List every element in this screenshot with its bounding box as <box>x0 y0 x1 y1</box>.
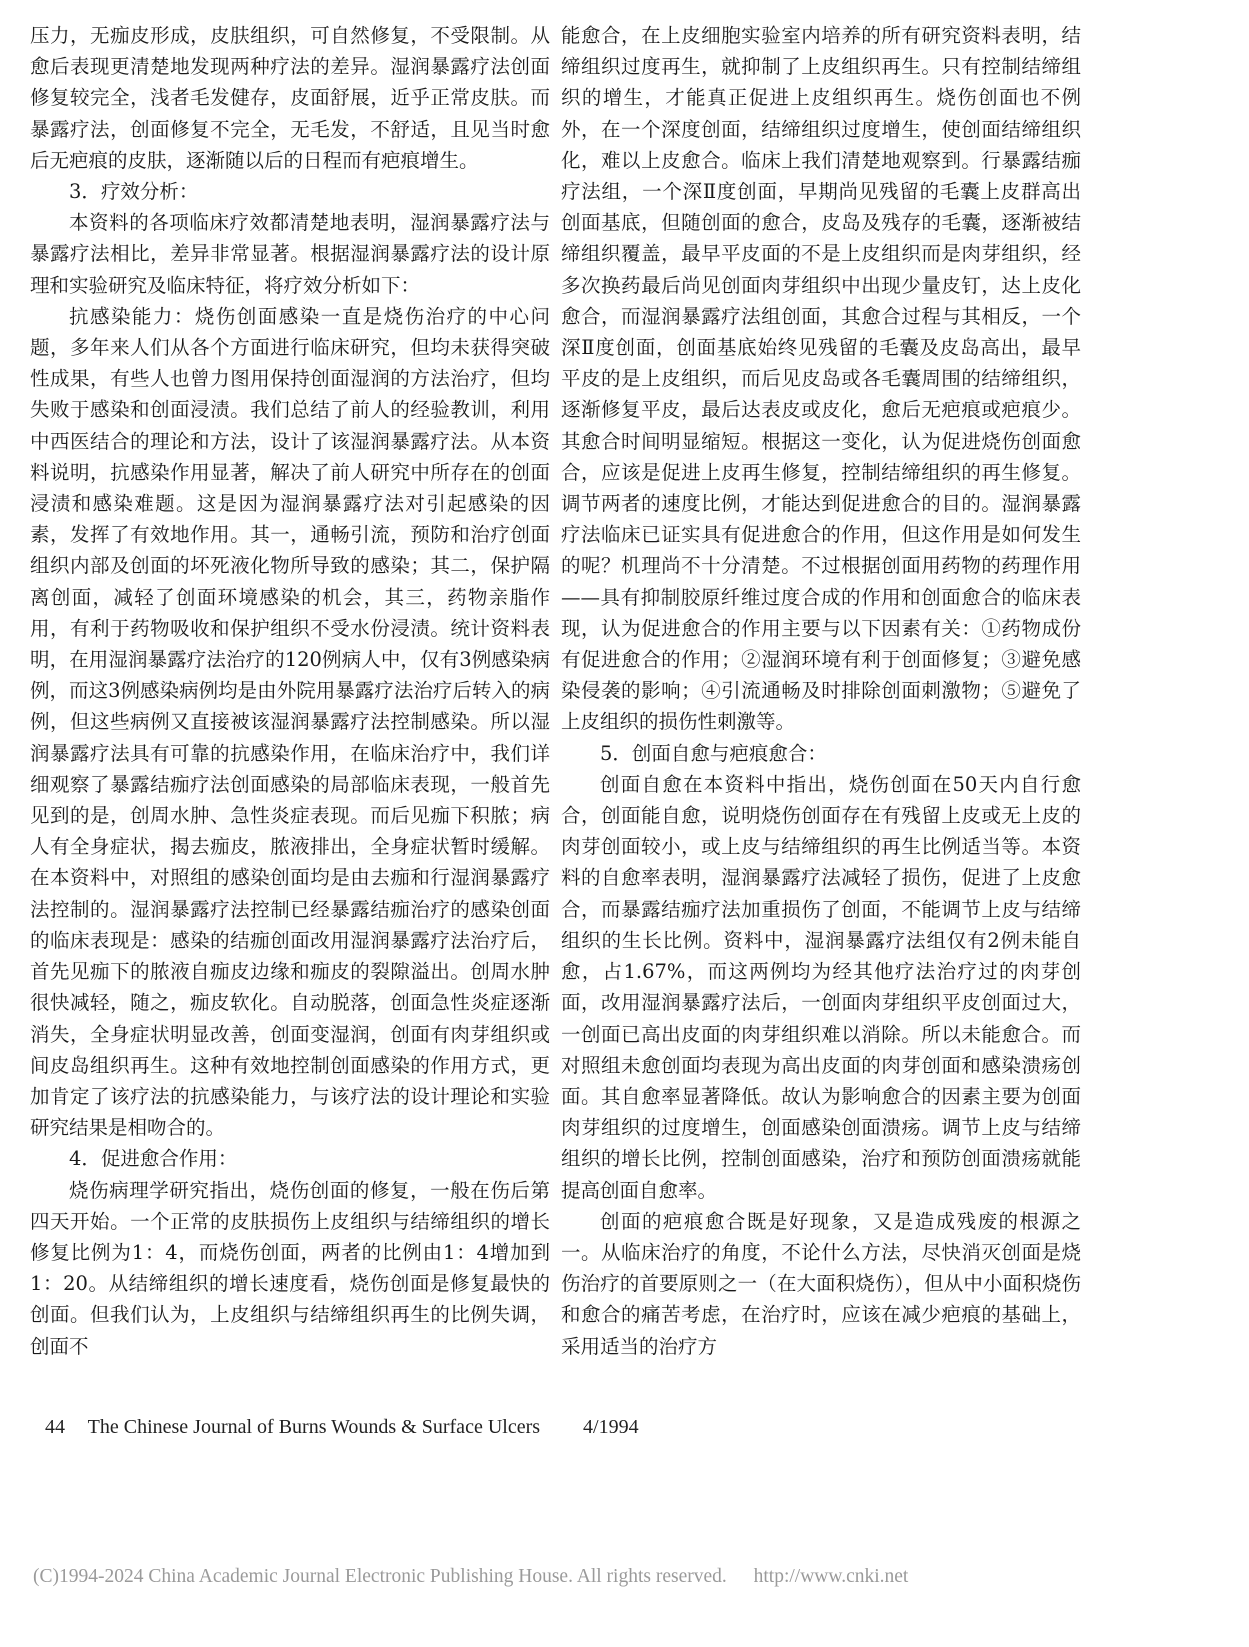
paragraph: 本资料的各项临床疗效都清楚地表明，湿润暴露疗法与暴露疗法相比，差异非常显著。根据湿润暴露疗法的设计原理和实验研究及临床特征，将疗效分析如下： <box>30 211 550 297</box>
paragraph: 能愈合，在上皮细胞实验室内培养的所有研究资料表明，结缔组织过度再生，就抑制了上皮组织再生。只有控制结缔组织的增生，才能真正促进上皮组织再生。烧伤创面也不例外，在一个深度创面，结缔组织过度增生，使创面结缔组织化，难以上皮愈合。临床上我们清楚地观察到。行暴露结痂疗法组，一个深Ⅱ度创面，早期尚见残留的毛囊上皮群高出创面基底，但随创面的愈合，皮岛及残存的毛囊，逐渐被结缔组织覆盖，最早平皮面的不是上皮组织而是肉芽组织，经多次换药最后尚见创面肉芽组织中出现少量皮钉，达上皮化愈合，而湿润暴露疗法组创面，其愈合过程与其相反，一个深Ⅱ度创面，创面基底始终见残留的毛囊及皮岛高出，最早平皮的是上皮组织，而后见皮岛或各毛囊周围的结缔组织，逐渐修复平皮，最后达表皮或皮化，愈后无疤痕或疤痕少。其愈合时间明显缩短。根据这一变化，认为促进烧伤创面愈合，应该是促进上皮再生修复，控制结缔组织的再生修复。调节两者的速度比例，才能达到促进愈合的目的。湿润暴露疗法临床已证实具有促进愈合的作用，但这作用是如何发生的呢？机理尚不十分清楚。不过根据创面用药物的药理作用——具有抑制胶原纤维过度合成的作用和创面愈合的临床表现，认为促进愈合的作用主要与以下因素有关：①药物成份有促进愈合的作用；②湿润环境有利于创面修复；③避免感染侵袭的影响；④引流通畅及时排除创面刺激物；⑤避免了上皮组织的损伤性刺激等。 <box>561 24 1081 734</box>
page-number: 44 <box>45 1416 65 1438</box>
paragraph: 创面自愈在本资料中指出，烧伤创面在50天内自行愈合，创面能自愈，说明烧伤创面存在有残留上皮或无上皮的肉芽创面较小，或上皮与结缔组织的再生比例适当等。本资料的自愈率表明，湿润暴露疗法减轻了损伤，促进了上皮愈合，而暴露结痂疗法加重损伤了创面，不能调节上皮与结缔组织的生长比例。资料中，湿润暴露疗法组仅有2例未能自愈，占1.67%，而这两例均为经其他疗法治疗过的肉芽创面，改用湿润暴露疗法后，一创面肉芽组织平皮创面过大，一创面已高出皮面的肉芽组织难以消除。所以未能愈合。而对照组未愈创面均表现为高出皮面的肉芽创面和感染溃疡创面。其自愈率显著降低。故认为影响愈合的因素主要为创面肉芽组织的过度增生，创面感染创面溃疡。调节上皮与结缔组织的增长比例，控制创面感染，治疗和预防创面溃疡就能提高创面自愈率。 <box>561 772 1081 1202</box>
section-heading: 4．促进愈合作用： <box>69 1147 238 1171</box>
issue-date: 4/1994 <box>583 1416 639 1438</box>
copyright-text: (C)1994-2024 China Academic Journal Electronic Publishing House. All rights reserved. <box>33 1566 727 1587</box>
paragraph: 压力，无痂皮形成，皮肤组织，可自然修复，不受限制。从愈后表现更清楚地发现两种疗法的差异。湿润暴露疗法创面修复较完全，浅者毛发健存，皮面舒展，近乎正常皮肤。而暴露疗法，创面修复不完全，无毛发，不舒适，且见当时愈后无疤痕的皮肤，逐渐随以后的日程而有疤痕增生。 <box>30 24 550 172</box>
journal-name: The Chinese Journal of Burns Wounds & Surface Ulcers <box>87 1416 541 1438</box>
copyright-url[interactable]: http://www.cnki.net <box>753 1566 909 1587</box>
copyright-line <box>33 1566 908 1588</box>
paragraph: 抗感染能力：烧伤创面感染一直是烧伤治疗的中心问题，多年来人们从各个方面进行临床研究，但均未获得突破性成果，有些人也曾力图用保持创面湿润的方法治疗，但均失败于感染和创面浸渍。我们总结了前人的经验教训，利用中西医结合的理论和方法，设计了该湿润暴露疗法。从本资料说明，抗感染作用显著，解决了前人研究中所存在的创面浸渍和感染难题。这是因为湿润暴露疗法对引起感染的因素，发挥了有效地作用。其一，通畅引流，预防和治疗创面组织内部及创面的坏死液化物所导致的感染；其二，保护隔离创面，减轻了创面环境感染的机会，其三，药物亲脂作用，有利于药物吸收和保护组织不受水份浸渍。统计资料表明，在用湿润暴露疗法治疗的120例病人中，仅有3例感染病例，而这3例感染病例均是由外院用暴露疗法治疗后转入的病例，但这些病例又直接被该湿润暴露疗法控制感染。所以湿润暴露疗法具有可靠的抗感染作用，在临床治疗中，我们详细观察了暴露结痂疗法创面感染的局部临床表现，一般首先见到的是，创周水肿、急性炎症表现。而后见痂下积脓；病人有全身症状，揭去痂皮，脓液排出，全身症状暂时缓解。在本资料中，对照组的感染创面均是由去痂和行湿润暴露疗法控制的。湿润暴露疗法控制已经暴露结痂治疗的感染创面的临床表现是：感染的结痂创面改用湿润暴露疗法治疗后，首先见痂下的脓液自痂皮边缘和痂皮的裂隙溢出。创周水肿很快减轻，随之，痂皮软化。自动脱落，创面急性炎症逐渐消失，全身症状明显改善，创面变湿润，创面有肉芽组织或间皮岛组织再生。这种有效地控制创面感染的作用方式，更加肯定了该疗法的抗感染能力，与该疗法的设计理论和实验研究结果是相吻合的。 <box>30 304 550 1140</box>
paragraph: 烧伤病理学研究指出，烧伤创面的修复，一般在伤后第四天开始。一个正常的皮肤损伤上皮组织与结缔组织的增长修复比例为1：4，而烧伤创面，两者的比例由1：4增加到1：20。从结缔组织的增长速度看，烧伤创面是修复最快的创面。但我们认为，上皮组织与结缔组织再生的比例失调，创面不 <box>30 1178 550 1358</box>
paragraph: 创面的疤痕愈合既是好现象，又是造成残废的根源之一。从临床治疗的角度，不论什么方法，尽快消灭创面是烧伤治疗的首要原则之一（在大面积烧伤），但从中小面积烧伤和愈合的痛苦考虑，在治疗时，应该在减少疤痕的基础上，采用适当的治疗方 <box>561 1209 1081 1358</box>
left-column <box>30 20 550 1362</box>
right-column <box>561 20 1081 1362</box>
page-footer <box>45 1416 639 1439</box>
section-heading: 5．创面自愈与疤痕愈合： <box>600 741 827 765</box>
section-heading: 3．疗效分析： <box>69 180 199 204</box>
